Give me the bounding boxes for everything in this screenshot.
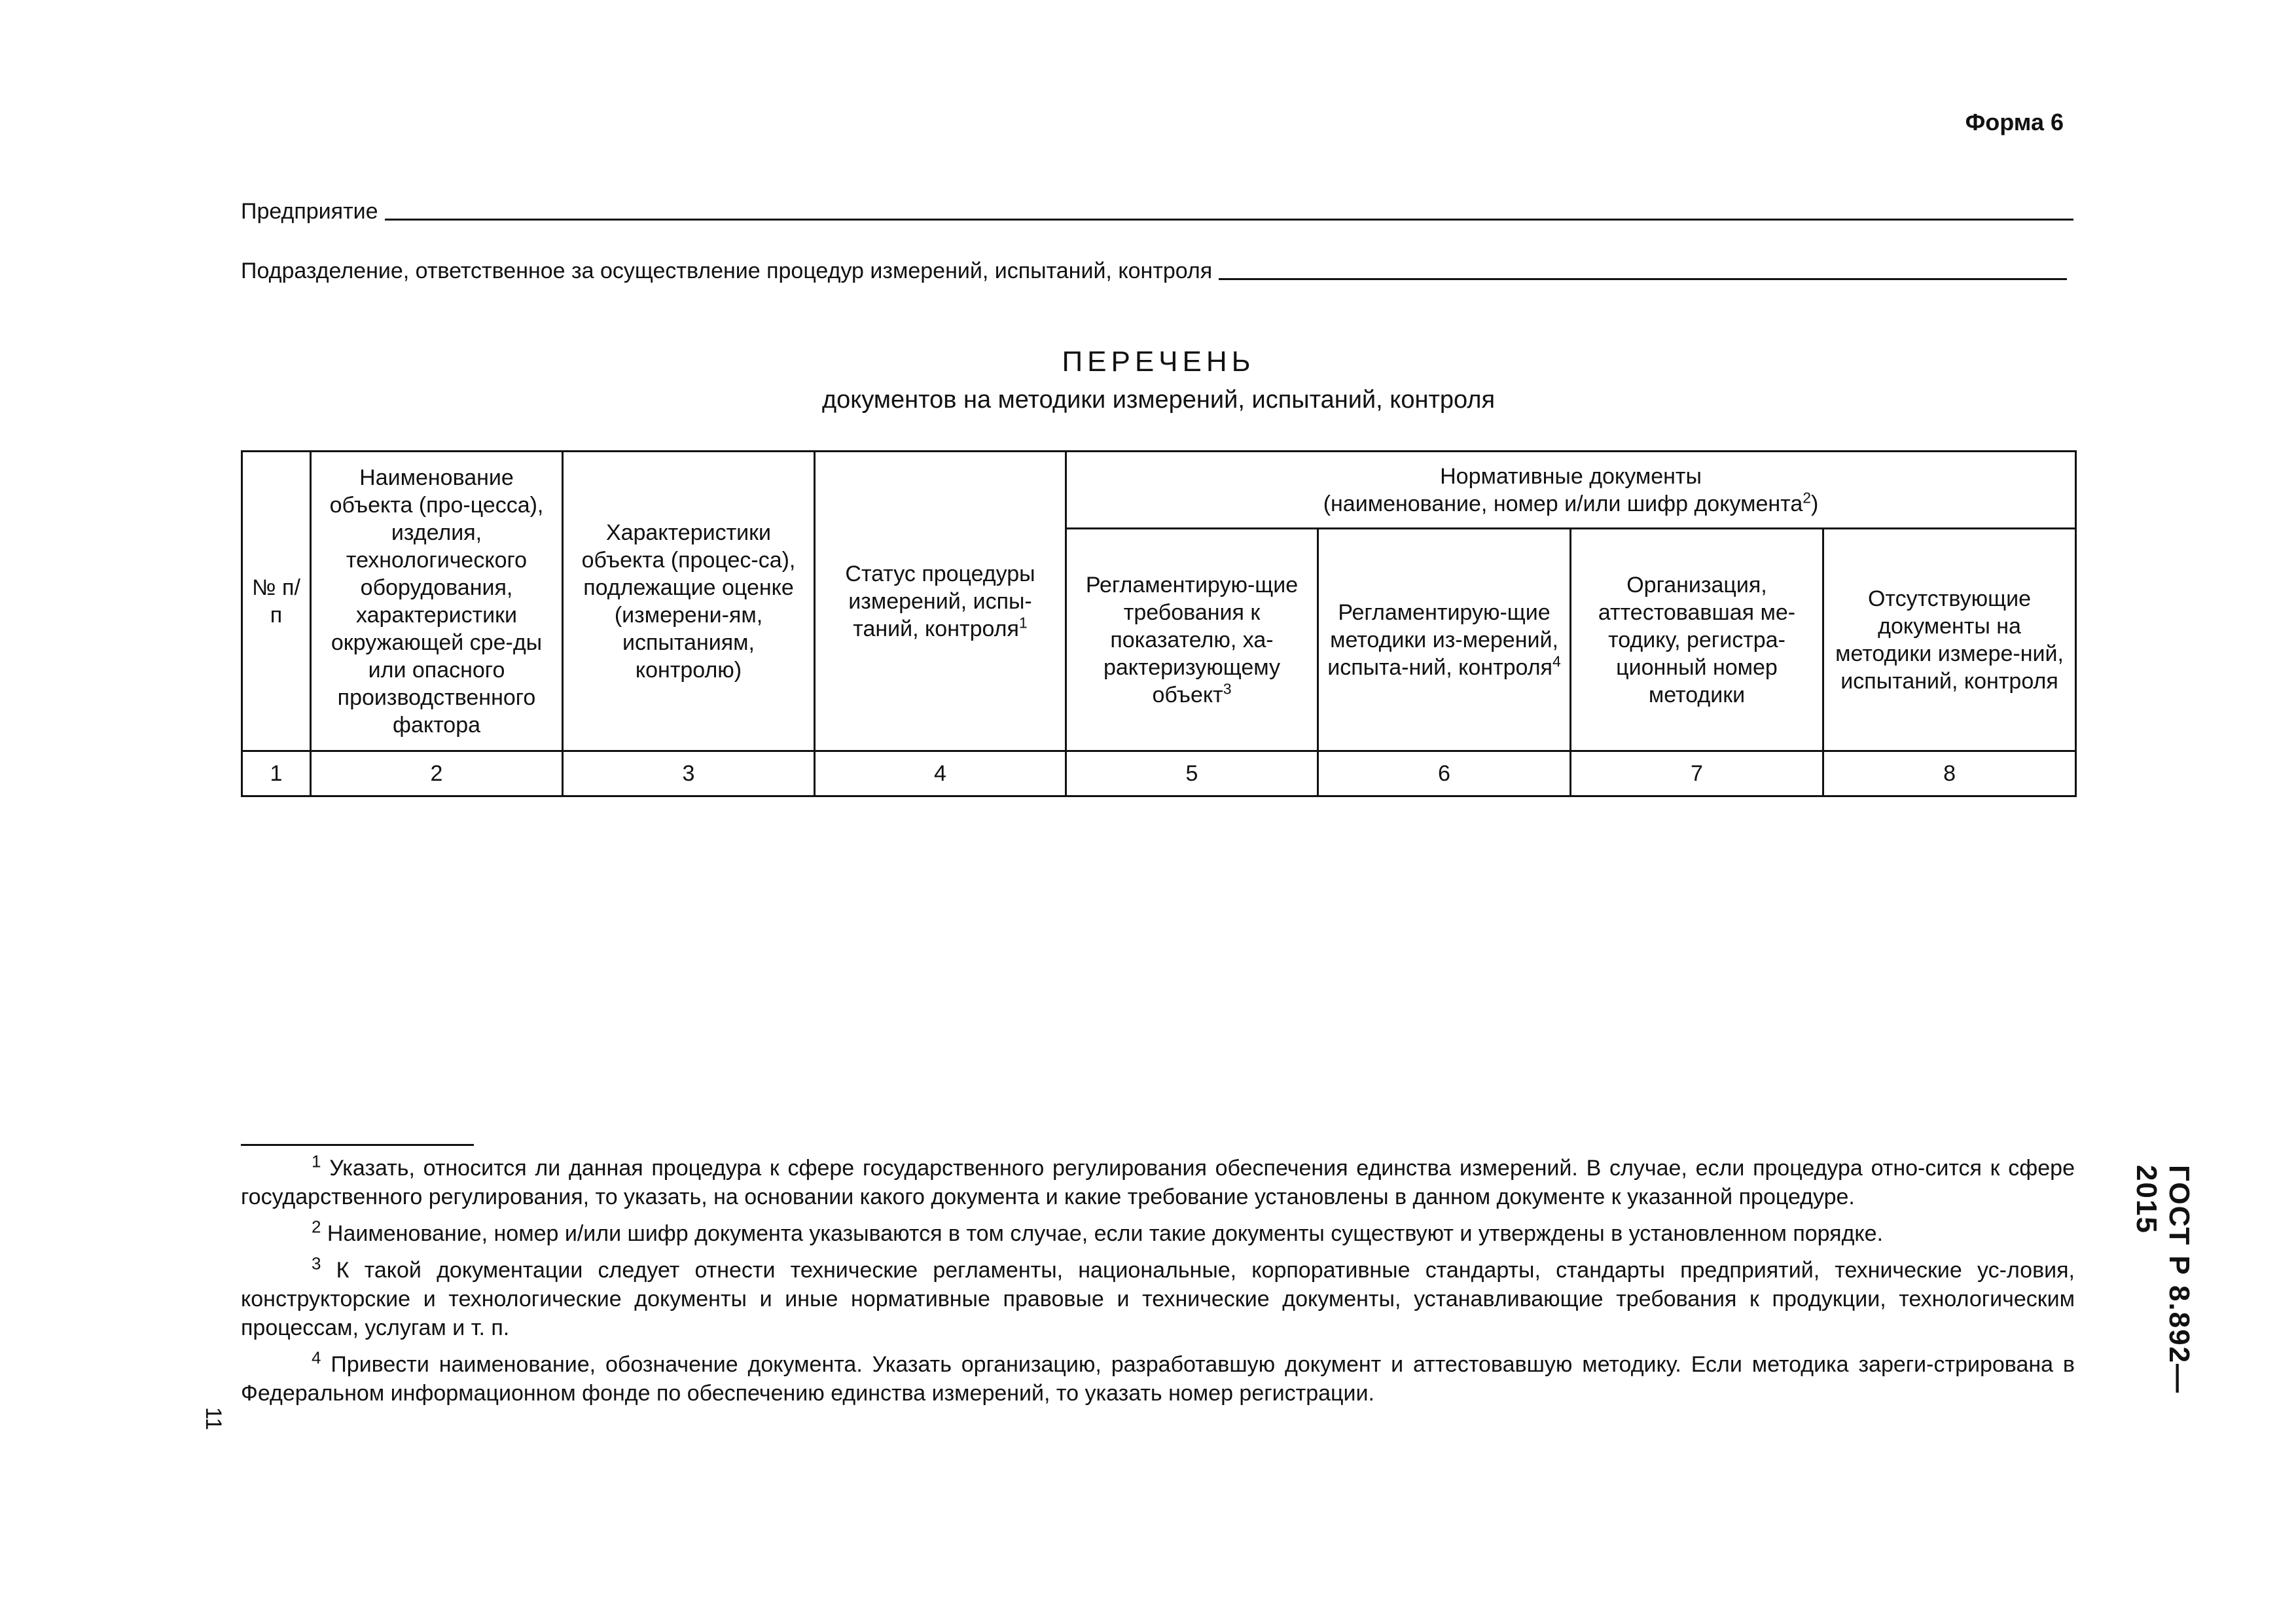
footnote-2: $^2$ Наименование, номер и/или шифр документа указываются в том случае, если такие документы существуют и утверждены в установленном порядке. (312, 1217, 1884, 1246)
table-header-row (242, 452, 2076, 529)
column-number-cell: 5 (1066, 751, 1318, 796)
footnote-separator (241, 1144, 474, 1146)
header-cell-object-name: Наименование объекта (про-цесса), изделия, технологического оборудования, характеристики окружающей сре-ды или опасного производственного фактора (311, 452, 563, 751)
footnote-4: $^4$ Привести наименование, обозначение документа. Указать организацию, разработавшую документ и аттестовавшую методику. Если методика зареги-стрирована в Федеральном информационном фонде по обеспечению единства измерений, то указать номер регистрации. (241, 1347, 2075, 1406)
table-row (242, 751, 2076, 796)
page-number: 11 (201, 1407, 226, 1431)
column-number-cell: 8 (1823, 751, 2076, 796)
division-label: Подразделение, ответственное за осуществление процедур измерений, испытаний, контроля (241, 259, 1213, 283)
document-subtitle: документов на методики измерений, испытаний, контроля (821, 386, 1496, 414)
enterprise-label: Предприятие (241, 199, 378, 224)
header-cell-regulating-methods: Регламентирую-щие методики из-мерений, испыта-ний, контроля$^4$ (1318, 529, 1571, 751)
division-blank-line[interactable] (1219, 278, 2067, 280)
header-cell-missing-documents: Отсутствующие документы на методики измере-ний, испытаний, контроля (1823, 529, 2076, 751)
header-cell-certifying-organization: Организация, аттестовавшая ме-тодику, регистра-ционный номер методики (1571, 529, 1823, 751)
enterprise-blank-line[interactable] (385, 219, 2073, 221)
footnote-3: $^3$ К такой документации следует отнести технические регламенты, национальные, корпоративные стандарты, стандарты предприятий, технические ус-ловия, конструкторские и технологические документы и иные нормативные правовые и технические документы, устанавливающие требования к продукции, технологическим процессам, услугам и т. п. (241, 1253, 2075, 1340)
header-cell-normative-documents: Нормативные документы (наименование, номер и/или шифр документа$^2$) (1066, 452, 2076, 529)
document-title: ПЕРЕЧЕНЬ (1062, 346, 1255, 378)
footnotes (241, 1144, 2075, 1416)
documents-table (241, 450, 2077, 797)
enterprise-field (241, 199, 2073, 224)
division-field (241, 259, 2067, 284)
standard-code: ГОСТ Р 8.892—2015 (2130, 1165, 2195, 1395)
column-number-cell: 3 (563, 751, 815, 796)
footnote-1: $^1$ Указать, относится ли данная процедура к сфере государственного регулирования обеспечения единства измерений. В случае, если процедура отно-сится к сфере государственного регулирования, то указать, на основании какого документа и какие требование установлены в данном документе к указанной процедуре. (241, 1151, 2075, 1209)
column-number-cell: 7 (1571, 751, 1823, 796)
column-number-cell: 6 (1318, 751, 1571, 796)
header-cell-number: № п/п (242, 452, 311, 751)
column-number-cell: 4 (815, 751, 1066, 796)
form-number-label: Форма 6 (1965, 109, 2064, 135)
header-cell-regulating-requirements: Регламентирую-щие требования к показателю, ха-рактеризующему объект$^3$ (1066, 529, 1318, 751)
header-cell-characteristics: Характеристики объекта (процес-са), подлежащие оценке (измерени-ям, испытаниям, контролю) (563, 452, 815, 751)
header-cell-procedure-status: Статус процедуры измерений, испы-таний, контроля$^1$ (815, 452, 1066, 751)
column-number-cell: 2 (311, 751, 563, 796)
column-number-cell: 1 (242, 751, 311, 796)
